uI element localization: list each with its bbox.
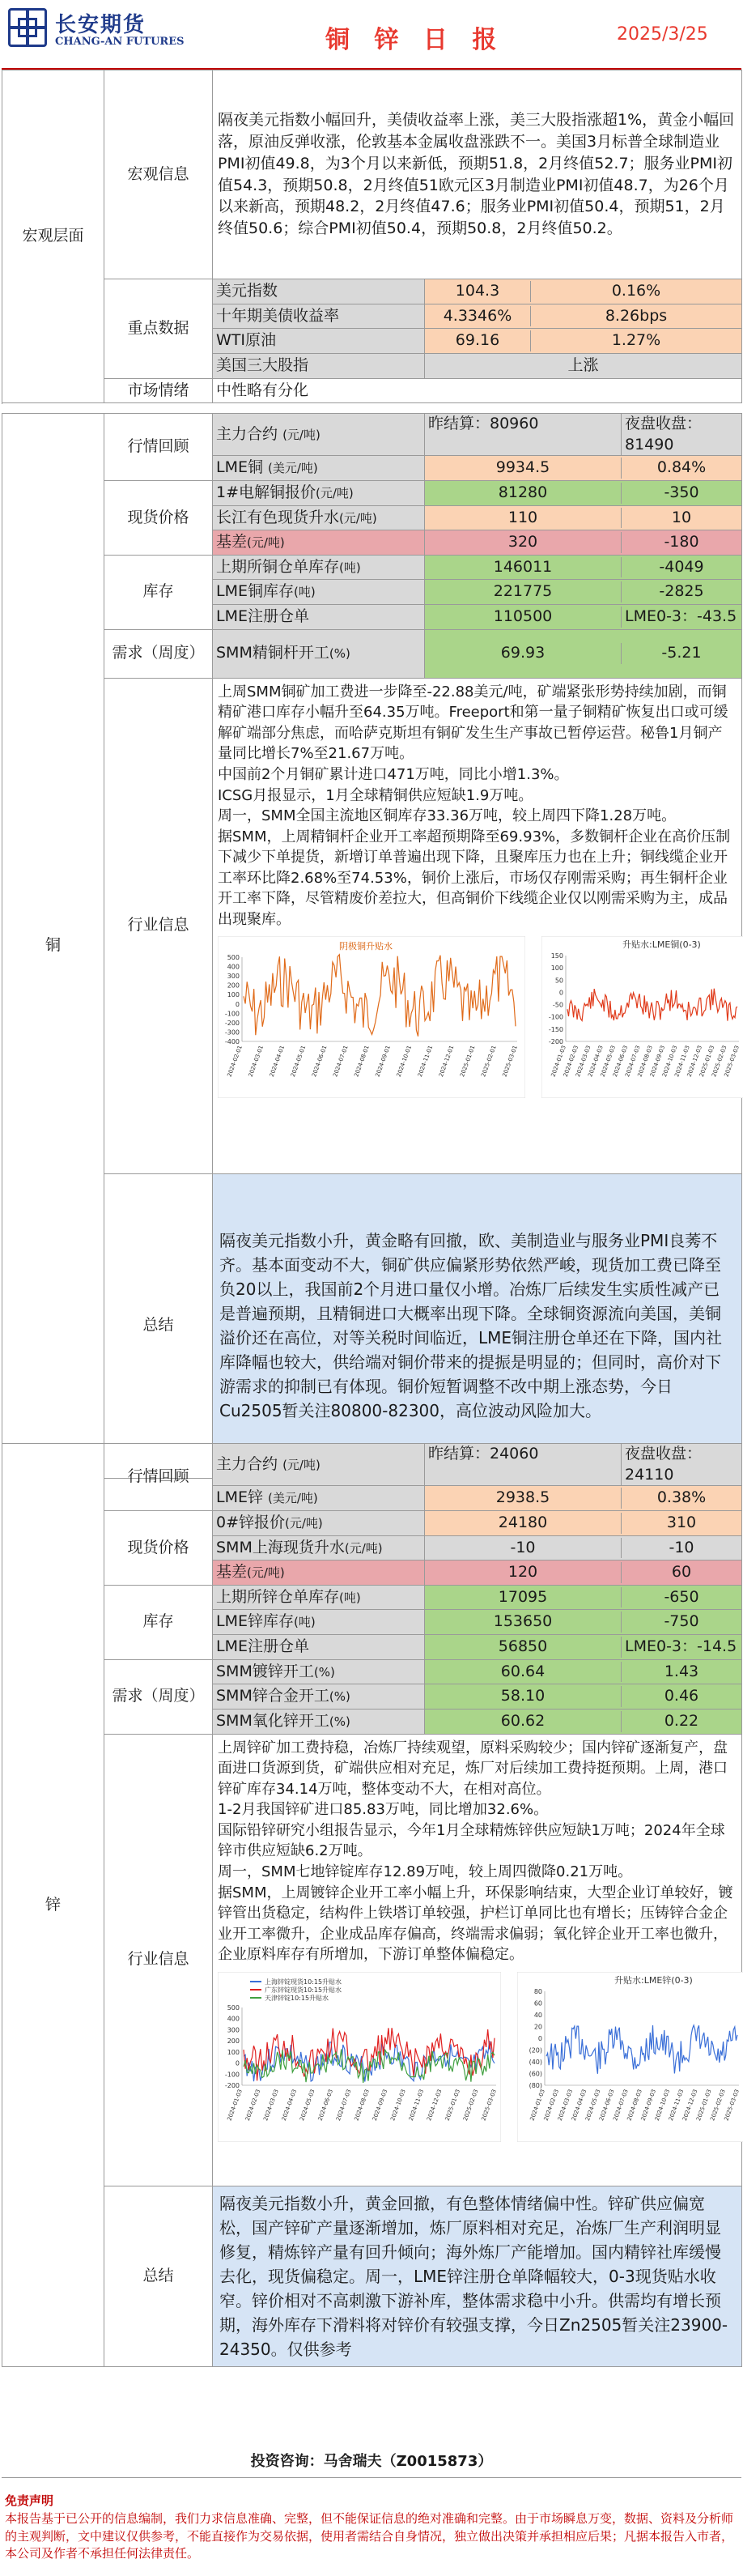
demand-row-unit: (%) bbox=[313, 1664, 335, 1680]
copper-prev-settle: 昨结算：80960 bbox=[428, 415, 539, 432]
spot-row-name: 0#锌报价 bbox=[216, 1513, 286, 1531]
y-tick-label: 0 bbox=[235, 1001, 240, 1009]
zinc-summary-label: 总结 bbox=[104, 2186, 213, 2366]
y-tick-label: 0 bbox=[235, 2059, 240, 2067]
y-tick-label: (60) bbox=[529, 2070, 542, 2078]
spot-row-unit: (元/吨) bbox=[285, 1515, 323, 1531]
x-tick-label: 2025-02-01 bbox=[480, 1045, 498, 1079]
zinc-premium-chart bbox=[218, 1972, 501, 2142]
y-tick-label: 400 bbox=[227, 2015, 240, 2023]
inv-row-value: 17095 bbox=[498, 1587, 548, 1606]
inv-row-value: 110500 bbox=[493, 607, 553, 626]
zinc-summary-text: 隔夜美元指数小升，黄金回撤，有色整体情绪偏中性。锌矿供应偏宽松，国产锌矿产量逐渐增加，炼厂原料相对充足，冶炼厂生产利润明显修复，精炼锌产量有回升倾向；海外炼厂产能增加。国内精锌社库缓慢去化，现货偏稳定。周一，LME锌注册仓单降幅较大，0-3现货贴水收窄。锌价相对不高刺激下游补库，整体需求稳中小升。供需均有增长预期，海外库存下滑料将对锌价有较强支撑，今日Zn2505暂关注23900-24350。仅供参考 bbox=[213, 2186, 742, 2366]
sentiment-value: 中性略有分化 bbox=[213, 378, 742, 403]
company-logo-icon bbox=[8, 8, 47, 47]
x-tick-label: 2024-04-03 bbox=[570, 2088, 588, 2122]
copper-lme-price: 9934.5 bbox=[495, 458, 550, 477]
inv-row-unit: (吨) bbox=[339, 560, 361, 575]
zinc-industry-text: 上周锌矿加工费持稳，冶炼厂持续观望，原料采购较少；国内锌矿逐渐复产，盘面进口货源到货，矿端供应相对充足，炼厂对后续加工费持挺预期。上周，港口锌矿库存34.14万吨，整体变动不大，在相对高位。 1-2月我国锌矿进口85.83万吨，同比增加32.6%。 国际铅锌研究小组报告显示，今年1月全球精炼锌供应短缺1万吨；2024年全球锌市供应短缺6.2万吨。 周一，SMM七地锌锭库存12.89万吨，较上周四微降0.21万吨。 据SMM，上周镀锌企业开工率小幅上升，环保影响结束，大型企业订单较好，镀锌管出货稳定，结构件上铁塔订单较强，护栏订单同比也有增长；压铸锌合金企业开工率微升，企业成品库存偏高，终端需求偏弱；氧化锌企业开工率也微升，企业原料库存有所增加，下游订单整体偏稳定。 bbox=[218, 1739, 733, 1964]
inv-row-value: 153650 bbox=[493, 1612, 553, 1631]
macro-row-name: 美元指数 bbox=[213, 279, 425, 304]
spot-row-value: 24180 bbox=[498, 1513, 548, 1531]
x-tick-label: 2024-08-03 bbox=[636, 1045, 654, 1079]
demand-row-unit: (%) bbox=[329, 1714, 350, 1730]
copper-demand-label: 需求（周度） bbox=[104, 629, 213, 678]
zinc-prev-settle: 昨结算：24060 bbox=[428, 1445, 539, 1463]
x-tick-label: 2024-08-01 bbox=[353, 1045, 371, 1079]
x-tick-label: 2025-02-03 bbox=[710, 1045, 728, 1079]
y-tick-label: 40 bbox=[533, 2011, 542, 2019]
x-tick-label: 2024-02-03 bbox=[244, 2088, 262, 2122]
zinc-table bbox=[2, 1443, 742, 2367]
x-tick-label: 2024-03-03 bbox=[574, 1045, 592, 1079]
spot-row-change: -180 bbox=[621, 532, 741, 553]
copper-industry-text: 上周SMM铜矿加工费进一步降至-22.88美元/吨，矿端紧张形势持续加剧，而铜精矿港口库存小幅升至64.35万吨。Freeport和第一量子铜精矿恢复出口或可缓解矿端部分焦虑，而哈萨克斯坦有铜矿发生生产事故已暂停运营。秘鲁1月铜产量同比增长7%至21.67万吨。 中国前2个月铜矿累计进口471万吨，同比小增1.3%。 ICSG月报显示，1月全球精铜供应短缺1.9万吨。 周一，SMM全国主流地区铜库存33.36万吨，较上周四下降1.28万吨。 据SMM，上周精铜杆企业开工率超预期降至69.93%，多数铜杆企业在高价压制下减少下单提货，新增订单普遍出现下降，且聚库压力也在上升；铜线缆企业开工率环比降2.68%至74.53%，铜价上涨后，市场仅存刚需采购；再生铜杆企业开工率下降，尽管精废价差拉大，但高铜价下线缆企业仅以刚需采购为主，成品出现聚库。 bbox=[218, 683, 731, 928]
x-tick-label: 2024-03-03 bbox=[262, 2088, 280, 2122]
macro-row-name: WTI原油 bbox=[213, 329, 425, 354]
demand-row-change: -5.21 bbox=[621, 643, 741, 664]
y-tick-label: -200 bbox=[224, 1020, 240, 1028]
zinc-night-close: 夜盘收盘：24110 bbox=[621, 1444, 741, 1485]
x-tick-label: 2024-07-01 bbox=[332, 1045, 350, 1079]
macro-row-name: 美国三大股指 bbox=[213, 353, 425, 378]
y-tick-label: -150 bbox=[548, 1026, 563, 1034]
x-tick-label: 2024-12-01 bbox=[437, 1045, 456, 1079]
x-tick-label: 2024-10-01 bbox=[395, 1045, 414, 1079]
report-page bbox=[2, 0, 741, 2576]
x-tick-label: 2024-12-03 bbox=[426, 2088, 444, 2122]
x-tick-label: 2024-04-03 bbox=[587, 1045, 605, 1079]
x-tick-label: 2024-08-03 bbox=[626, 2088, 643, 2122]
x-tick-label: 2024-07-03 bbox=[335, 2088, 353, 2122]
x-tick-label: 2025-03-03 bbox=[723, 2088, 741, 2122]
inv-row-change: -650 bbox=[621, 1587, 741, 1608]
x-tick-label: 2024-06-03 bbox=[316, 2088, 335, 2122]
zinc-demand-label: 需求（周度） bbox=[104, 1659, 213, 1734]
y-tick-label: 500 bbox=[227, 954, 240, 962]
x-tick-label: 2024-09-03 bbox=[639, 2088, 657, 2122]
inv-row-change: -2825 bbox=[621, 581, 741, 602]
x-tick-label: 2025-02-03 bbox=[462, 2088, 480, 2122]
x-tick-label: 2024-04-03 bbox=[280, 2088, 299, 2122]
demand-row-unit: (%) bbox=[329, 1689, 350, 1705]
key-data-label: 重点数据 bbox=[104, 279, 213, 379]
y-tick-label: 100 bbox=[227, 991, 240, 999]
y-tick-label: 50 bbox=[554, 977, 563, 985]
x-tick-label: 2024-05-03 bbox=[299, 2088, 316, 2122]
inv-row-unit: (吨) bbox=[293, 585, 316, 600]
inv-row-value: 146011 bbox=[493, 557, 553, 576]
copper-lme-spread-chart bbox=[541, 936, 743, 1098]
inv-row-name: LME铜库存 bbox=[216, 582, 294, 601]
inv-row-change: -4049 bbox=[621, 557, 741, 578]
x-tick-label: 2024-11-03 bbox=[407, 2088, 426, 2122]
zinc-quote-label: 行情回顾 bbox=[104, 1444, 213, 1511]
copper-inv-label: 库存 bbox=[104, 555, 213, 629]
macro-section-label: 宏观层面 bbox=[2, 70, 104, 403]
x-tick-label: 2024-11-03 bbox=[667, 2088, 686, 2122]
demand-row-value: 58.10 bbox=[500, 1687, 546, 1705]
zinc-lme-name: LME锌 bbox=[216, 1488, 263, 1507]
spot-row-change: -350 bbox=[621, 483, 741, 504]
demand-row-name: SMM精铜杆开工 bbox=[216, 644, 329, 662]
analyst-line: 投资咨询：马舍瑞夫（Z0015873） bbox=[2, 2446, 741, 2478]
demand-row-change: 0.22 bbox=[621, 1711, 741, 1732]
demand-row-name: SMM锌合金开工 bbox=[216, 1687, 329, 1705]
zinc-lme-change: 0.38% bbox=[621, 1488, 741, 1509]
disclaimer bbox=[2, 2493, 741, 2563]
spot-row-unit: (元/吨) bbox=[339, 510, 377, 526]
x-tick-label: 2024-11-01 bbox=[416, 1045, 435, 1079]
x-tick-label: 2024-05-03 bbox=[599, 1045, 617, 1079]
y-tick-label: -200 bbox=[548, 1038, 563, 1046]
spot-row-value: 320 bbox=[507, 533, 538, 551]
y-tick-label: 200 bbox=[227, 2037, 240, 2045]
y-tick-label: 200 bbox=[227, 981, 240, 990]
x-tick-label: 2024-09-03 bbox=[648, 1045, 666, 1079]
x-tick-label: 2025-03-03 bbox=[480, 2088, 498, 2122]
inv-row-value: 56850 bbox=[498, 1637, 548, 1656]
y-tick-label: 0 bbox=[537, 2034, 542, 2042]
zinc-lme-price: 2938.5 bbox=[495, 1488, 550, 1507]
spot-row-name: 长江有色现货升水 bbox=[216, 508, 340, 526]
y-tick-label: 100 bbox=[550, 964, 563, 973]
x-tick-label: 2024-09-03 bbox=[371, 2088, 389, 2122]
zinc-main-unit: (元/吨) bbox=[282, 1457, 321, 1472]
company-name: 长安期货 bbox=[55, 13, 146, 37]
copper-quote-label: 行情回顾 bbox=[104, 414, 213, 481]
disclaimer-title: 免责声明 bbox=[5, 2493, 54, 2508]
copper-main-contract: 主力合约 bbox=[216, 424, 278, 443]
zinc-lme-spread-chart bbox=[517, 1972, 743, 2142]
legend-label: 广东锌锭现货10:15升贴水 bbox=[265, 1986, 342, 1994]
y-tick-label: 500 bbox=[227, 2003, 240, 2012]
spot-row-value: 81280 bbox=[498, 483, 548, 501]
copper-lme-name: LME铜 bbox=[216, 458, 263, 477]
demand-row-value: 60.64 bbox=[500, 1662, 546, 1680]
x-tick-label: 2024-09-01 bbox=[374, 1045, 392, 1079]
x-tick-label: 2024-04-01 bbox=[268, 1045, 287, 1079]
spot-row-name: 1#电解铜报价 bbox=[216, 483, 316, 501]
macro-row-name: 十年期美债收益率 bbox=[213, 304, 425, 329]
demand-row-name: SMM氧化锌开工 bbox=[216, 1712, 329, 1731]
inv-row-name: LME锌库存 bbox=[216, 1612, 294, 1631]
spot-row-change: 60 bbox=[621, 1562, 741, 1583]
x-tick-label: 2024-01-03 bbox=[226, 2088, 244, 2122]
x-tick-label: 2024-06-01 bbox=[311, 1045, 329, 1079]
zinc-industry-label: 行业信息 bbox=[104, 1734, 213, 2186]
inv-row-change: LME0-3：-14.5 bbox=[621, 1637, 741, 1658]
y-tick-label: -200 bbox=[224, 2081, 240, 2089]
spot-row-unit: (元/吨) bbox=[344, 1540, 383, 1556]
report-title: 铜 锌 日 报 bbox=[325, 26, 505, 54]
copper-premium-chart bbox=[218, 936, 525, 1098]
copper-industry-label: 行业信息 bbox=[104, 678, 213, 1173]
spot-row-value: 120 bbox=[507, 1563, 538, 1582]
x-tick-label: 2024-10-03 bbox=[660, 1045, 679, 1079]
demand-row-name: SMM镀锌开工 bbox=[216, 1662, 314, 1680]
copper-section-label: 铜 bbox=[2, 414, 104, 1479]
chart-title: 升贴水:LME锌(0-3) bbox=[614, 1974, 693, 1986]
demand-row-value: 60.62 bbox=[500, 1712, 546, 1731]
x-tick-label: 2024-07-03 bbox=[612, 2088, 630, 2122]
y-tick-label: (40) bbox=[529, 2058, 542, 2066]
x-tick-label: 2024-12-03 bbox=[681, 2088, 699, 2122]
inv-row-unit: (吨) bbox=[339, 1590, 361, 1605]
y-tick-label: 20 bbox=[533, 2023, 542, 2031]
macro-row-change: 0.16% bbox=[530, 281, 741, 302]
copper-lme-unit: (美元/吨) bbox=[268, 461, 318, 476]
y-tick-label: 100 bbox=[227, 2048, 240, 2056]
x-tick-label: 2024-02-01 bbox=[226, 1045, 244, 1079]
y-tick-label: 80 bbox=[533, 1987, 542, 1995]
macro-row-change: 上涨 bbox=[425, 353, 742, 378]
x-tick-label: 2024-11-03 bbox=[673, 1045, 691, 1079]
x-tick-label: 2024-01-03 bbox=[529, 2088, 546, 2122]
y-tick-label: -100 bbox=[548, 1014, 563, 1022]
copper-lme-change: 0.84% bbox=[621, 458, 741, 479]
spot-row-unit: (元/吨) bbox=[316, 485, 354, 500]
x-tick-label: 2024-10-03 bbox=[389, 2088, 407, 2122]
y-tick-label: -100 bbox=[224, 1010, 240, 1018]
y-tick-label: -300 bbox=[224, 1028, 240, 1037]
x-tick-label: 2025-01-03 bbox=[444, 2088, 462, 2122]
copper-table bbox=[2, 413, 742, 1479]
demand-row-change: 0.46 bbox=[621, 1686, 741, 1707]
inv-row-change: -750 bbox=[621, 1612, 741, 1633]
x-tick-label: 2025-01-03 bbox=[698, 1045, 716, 1079]
zinc-section-label: 锌 bbox=[2, 1444, 104, 2367]
copper-main-unit: (元/吨) bbox=[282, 427, 321, 442]
spot-row-change: 10 bbox=[621, 508, 741, 529]
demand-row-change: 1.43 bbox=[621, 1662, 741, 1683]
macro-row-change: 8.26bps bbox=[530, 306, 741, 327]
macro-row-value: 69.16 bbox=[455, 331, 500, 350]
y-tick-label: 300 bbox=[227, 2026, 240, 2034]
y-tick-label: 400 bbox=[227, 963, 240, 971]
copper-spot-label: 现货价格 bbox=[104, 480, 213, 555]
x-tick-label: 2024-03-03 bbox=[556, 2088, 574, 2122]
disclaimer-text: 本报告基于已公开的信息编制，我们力求信息准确、完整，但不能保证信息的绝对准确和完整。由于市场瞬息万变，数据、资料及分析师的主观判断，文中建议仅供参考，不能直接作为交易依据，使用者需结合自身情况，独立做出决策并承担相应后果；凡据本报告入市者，本公司及作者不承担任何法律责任。 bbox=[5, 2510, 734, 2561]
x-tick-label: 2024-12-03 bbox=[686, 1045, 703, 1079]
x-tick-label: 2024-05-01 bbox=[289, 1045, 308, 1079]
spot-row-name: SMM上海现货升水 bbox=[216, 1538, 345, 1556]
y-tick-label: 150 bbox=[550, 952, 563, 960]
macro-row-value: 4.3346% bbox=[443, 306, 512, 325]
y-tick-label: -400 bbox=[224, 1038, 240, 1046]
inv-row-name: 上期所锌仓单库存 bbox=[216, 1587, 340, 1606]
x-tick-label: 2024-01-03 bbox=[550, 1045, 567, 1079]
x-tick-label: 2024-02-03 bbox=[562, 1045, 580, 1079]
zinc-inv-label: 库存 bbox=[104, 1585, 213, 1659]
inv-row-name: LME注册仓单 bbox=[216, 607, 309, 626]
chart-title: 阴极铜升贴水 bbox=[339, 941, 393, 952]
x-tick-label: 2024-03-01 bbox=[247, 1045, 265, 1079]
macro-info-text: 隔夜美元指数小幅回升，美债收益率上涨，美三大股指涨超1%，黄金小幅回落，原油反弹收涨，伦敦基本金属收盘涨跌不一。美国3月标普全球制造业PMI初值49.8，为3个月以来新低，预期51.8，2月终值52.7；服务业PMI初值54.3，预期50.8，2月终值51欧元区3月制造业PMI初值48.7，为26个月以来新高，预期48.2，2月终值47.6；服务业PMI初值50.4，预期51，2月终值50.6；综合PMI初值50.4，预期50.8，2月终值50.2。 bbox=[213, 70, 742, 279]
inv-row-unit: (吨) bbox=[293, 1615, 316, 1630]
spot-row-value: 110 bbox=[507, 508, 538, 526]
demand-row-unit: (%) bbox=[329, 646, 350, 662]
x-tick-label: 2025-03-01 bbox=[501, 1045, 519, 1079]
macro-table bbox=[2, 70, 742, 403]
copper-summary-label: 总结 bbox=[104, 1173, 213, 1478]
spot-row-name: 基差 bbox=[216, 533, 248, 551]
spot-row-value: -10 bbox=[510, 1538, 536, 1556]
x-tick-label: 2024-07-03 bbox=[623, 1045, 642, 1079]
legend-label: 天津锌锭10:15升贴水 bbox=[265, 1994, 329, 2002]
y-tick-label: 300 bbox=[227, 973, 240, 981]
company-name-en: CHANG-AN FUTURES bbox=[55, 36, 185, 48]
macro-row-value: 104.3 bbox=[455, 282, 500, 300]
macro-row-change: 1.27% bbox=[530, 330, 741, 351]
spot-row-unit: (元/吨) bbox=[247, 1565, 285, 1581]
report-date: 2025/3/25 bbox=[617, 24, 708, 45]
macro-info-label: 宏观信息 bbox=[104, 70, 213, 279]
copper-summary-text: 隔夜美元指数小升，黄金略有回撤，欧、美制造业与服务业PMI良莠不齐。基本面变动不大，铜矿供应偏紧形势依然严峻，现货加工费已降至负20以上，我国前2个月进口量仅小增。冶炼厂后续发生实质性减产已是普遍预期，且精铜进口大概率出现下降。全球铜资源流向美国，美铜溢价还在高位，对等关税时间临近，LME铜注册仓单还在下降，国内社库降幅也较大，供给端对铜价带来的提振是明显的；但同时，高价对下游需求的抑制已有体现。铜价短暂调整不改中期上涨态势，今日Cu2505暂关注80800-82300，高位波动风险加大。 bbox=[213, 1173, 742, 1478]
inv-row-name: LME注册仓单 bbox=[216, 1637, 309, 1656]
zinc-main-contract: 主力合约 bbox=[216, 1454, 278, 1473]
y-tick-label: -100 bbox=[224, 2070, 240, 2078]
legend-label: 上海锌锭现货10:15升贴水 bbox=[265, 1978, 342, 1986]
sentiment-label: 市场情绪 bbox=[104, 378, 213, 403]
spot-row-name: 基差 bbox=[216, 1563, 248, 1582]
zinc-lme-unit: (美元/吨) bbox=[268, 1491, 318, 1506]
inv-row-name: 上期所铜仓单库存 bbox=[216, 557, 340, 576]
y-tick-label: (20) bbox=[529, 2046, 542, 2054]
y-tick-label: 0 bbox=[558, 989, 563, 997]
x-tick-label: 2025-01-01 bbox=[459, 1045, 477, 1079]
x-tick-label: 2024-06-03 bbox=[597, 2088, 616, 2122]
y-tick-label: 60 bbox=[533, 1999, 542, 2008]
spot-row-unit: (元/吨) bbox=[247, 535, 285, 551]
inv-row-value: 221775 bbox=[493, 582, 553, 601]
inv-row-change: LME0-3：-43.5 bbox=[621, 607, 741, 628]
spot-row-change: 310 bbox=[621, 1513, 741, 1534]
demand-row-value: 69.93 bbox=[500, 644, 546, 662]
y-tick-label: (80) bbox=[529, 2081, 542, 2089]
x-tick-label: 2025-03-03 bbox=[723, 1045, 741, 1079]
x-tick-label: 2025-02-03 bbox=[709, 2088, 727, 2122]
x-tick-label: 2024-10-03 bbox=[653, 2088, 671, 2122]
x-tick-label: 2024-08-03 bbox=[353, 2088, 371, 2122]
zinc-spot-label: 现货价格 bbox=[104, 1510, 213, 1585]
spot-row-change: -10 bbox=[621, 1538, 741, 1559]
y-tick-label: -50 bbox=[552, 1001, 563, 1009]
report-header bbox=[2, 0, 741, 70]
x-tick-label: 2025-01-03 bbox=[694, 2088, 713, 2122]
copper-night-close: 夜盘收盘：81490 bbox=[621, 414, 741, 455]
x-tick-label: 2024-05-03 bbox=[584, 2088, 602, 2122]
chart-title: 升贴水:LME铜(0-3) bbox=[622, 939, 701, 951]
x-tick-label: 2024-06-03 bbox=[611, 1045, 630, 1079]
x-tick-label: 2024-02-03 bbox=[542, 2088, 560, 2122]
